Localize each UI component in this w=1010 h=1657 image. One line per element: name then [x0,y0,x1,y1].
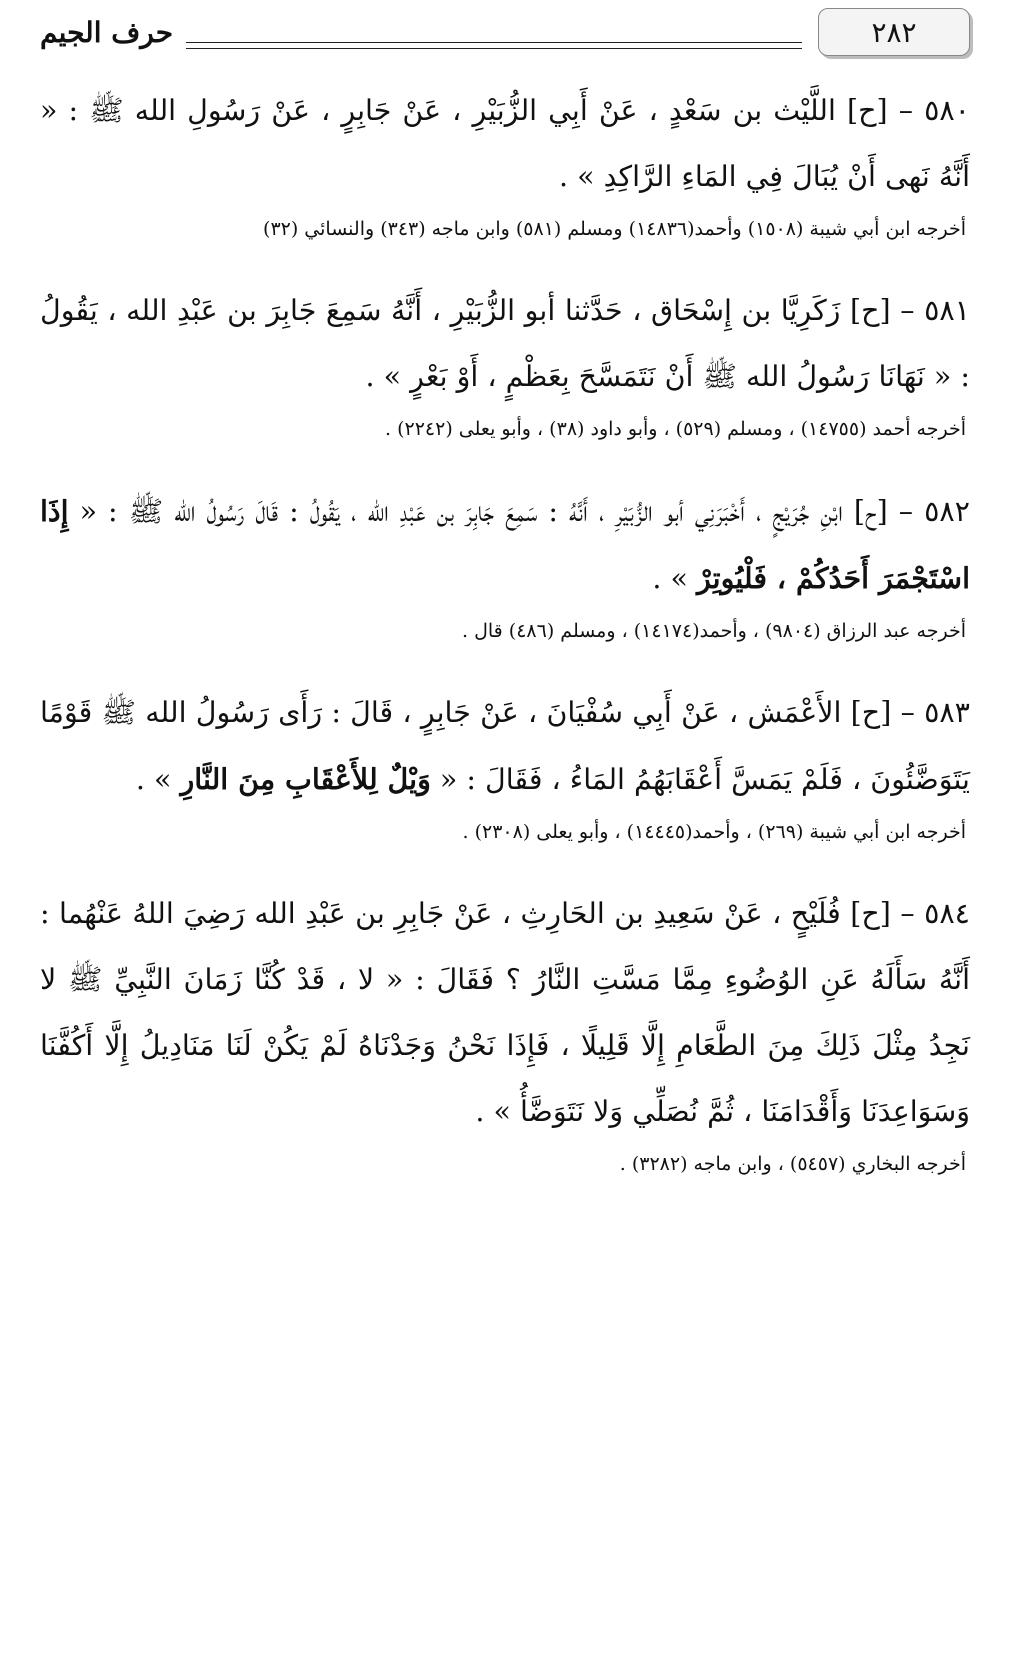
hadith-entry [40,680,970,847]
hadith-text-suffix: » . [652,562,697,595]
page-number: ٢٨٢ [871,15,917,49]
hadith-text [40,478,970,612]
page-header [40,8,970,68]
hadith-text-prefix: ٥٨٢ – [ح] ابْنِ جُرَيْجٍ ، أَخْبَرَنِي أبو الزُّبَيْرِ ، أَنَّهُ : سَمِعَ جَابِرَ بن عَبْدِ الله ، يَقُولُ : قَالَ رَسُولُ الله ﷺ : « [68,495,970,528]
hadith-quote-bold: وَيْلٌ لِلأَعْقَابِ مِنَ النَّارِ [180,762,431,796]
hadith-text: ٥٨٠ – [ح] اللَّيْث بن سَعْدٍ ، عَنْ أَبِي الزُّبَيْرِ ، عَنْ جَابِرٍ ، عَنْ رَسُولِ الله ﷺ : « أَنَّهُ نَهى أَنْ يُبَالَ فِي المَاءِ الرَّاكِدِ » . [40,94,970,193]
hadith-source: أخرجه ابن أبي شيبة (١٥٠٨) وأحمد(١٤٨٣٦) ومسلم (٥٨١) وابن ماجه (٣٤٣) والنسائي (٣٢) [263,218,966,240]
page-number-badge [818,8,970,56]
hadith-entry [40,78,970,244]
hadith-entry [40,881,970,1179]
hadith-entry [40,278,970,444]
hadith-text-prefix: ٥٨٣ – [ح] الأَعْمَش ، عَنْ أَبِي سُفْيَانَ ، عَنْ جَابِرٍ ، قَالَ : رَأَى رَسُولُ الله ﷺ قَوْمًا يَتَوَضَّئُونَ ، فَلَمْ يَمَسَّ أَعْقَابَهُمُ المَاءُ ، فَقَالَ : « [40,696,970,796]
hadith-quote-bold: إِذَا اسْتَجْمَرَ أَحَدُكُمْ ، فَلْيُوتِرْ [40,494,970,595]
hadith-source: أخرجه أحمد (١٤٧٥٥) ، ومسلم (٥٢٩) ، وأبو داود (٣٨) ، وأبو يعلى (٢٢٤٢) . [385,418,966,440]
hadith-source: أخرجه ابن أبي شيبة (٢٦٩) ، وأحمد(١٤٤٤٥) ، وأبو يعلى (٢٣٠٨) . [462,821,966,843]
hadith-text: ٥٨١ – [ح] زَكَرِيَّا بن إِسْحَاق ، حَدَّثنا أبو الزُّبَيْرِ ، أَنَّهُ سَمِعَ جَابِرَ بن عَبْدِ الله ، يَقُولُ : « نَهَانَا رَسُولُ الله ﷺ أَنْ نَتَمَسَّحَ بِعَظْمٍ ، أَوْ بَعْرٍ » . [40,294,970,393]
hadith-entry [40,478,970,646]
page-content [40,78,970,1213]
hadith-text [40,680,970,813]
hadith-text: ٥٨٤ – [ح] فُلَيْحٍ ، عَنْ سَعِيدِ بن الحَارِثِ ، عَنْ جَابِرِ بن عَبْدِ الله رَضِيَ اللهُ عَنْهُما : أَنَّهُ سَأَلَهُ عَنِ الوُضُوءِ مِمَّا مَسَّتِ النَّارُ ؟ فَقَالَ : « لا ، قَدْ كُنَّا زَمَانَ النَّبِيِّ ﷺ لا نَجِدُ مِثْلَ ذَلِكَ مِنَ الطَّعَامِ إِلَّا قَلِيلًا ، فَإِذَا نَحْنُ وَجَدْنَاهُ لَمْ يَكُنْ لَنَا مَنَادِيلُ إِلَّا أَكُفَّنَا وَسَوَاعِدَنَا وَأَقْدَامَنَا ، ثُمَّ نُصَلِّي وَلا نَتَوَضَّأُ » . [40,897,970,1128]
hadith-text-suffix: » . [135,763,181,796]
header-divider [186,42,802,49]
chapter-title: حرف الجيم [40,16,173,49]
hadith-source: أخرجه عبد الرزاق (٩٨٠٤) ، وأحمد(١٤١٧٤) ، ومسلم (٤٨٦) قال . [462,620,966,642]
hadith-source: أخرجه البخاري (٥٤٥٧) ، وابن ماجه (٣٢٨٢) . [619,1153,966,1175]
